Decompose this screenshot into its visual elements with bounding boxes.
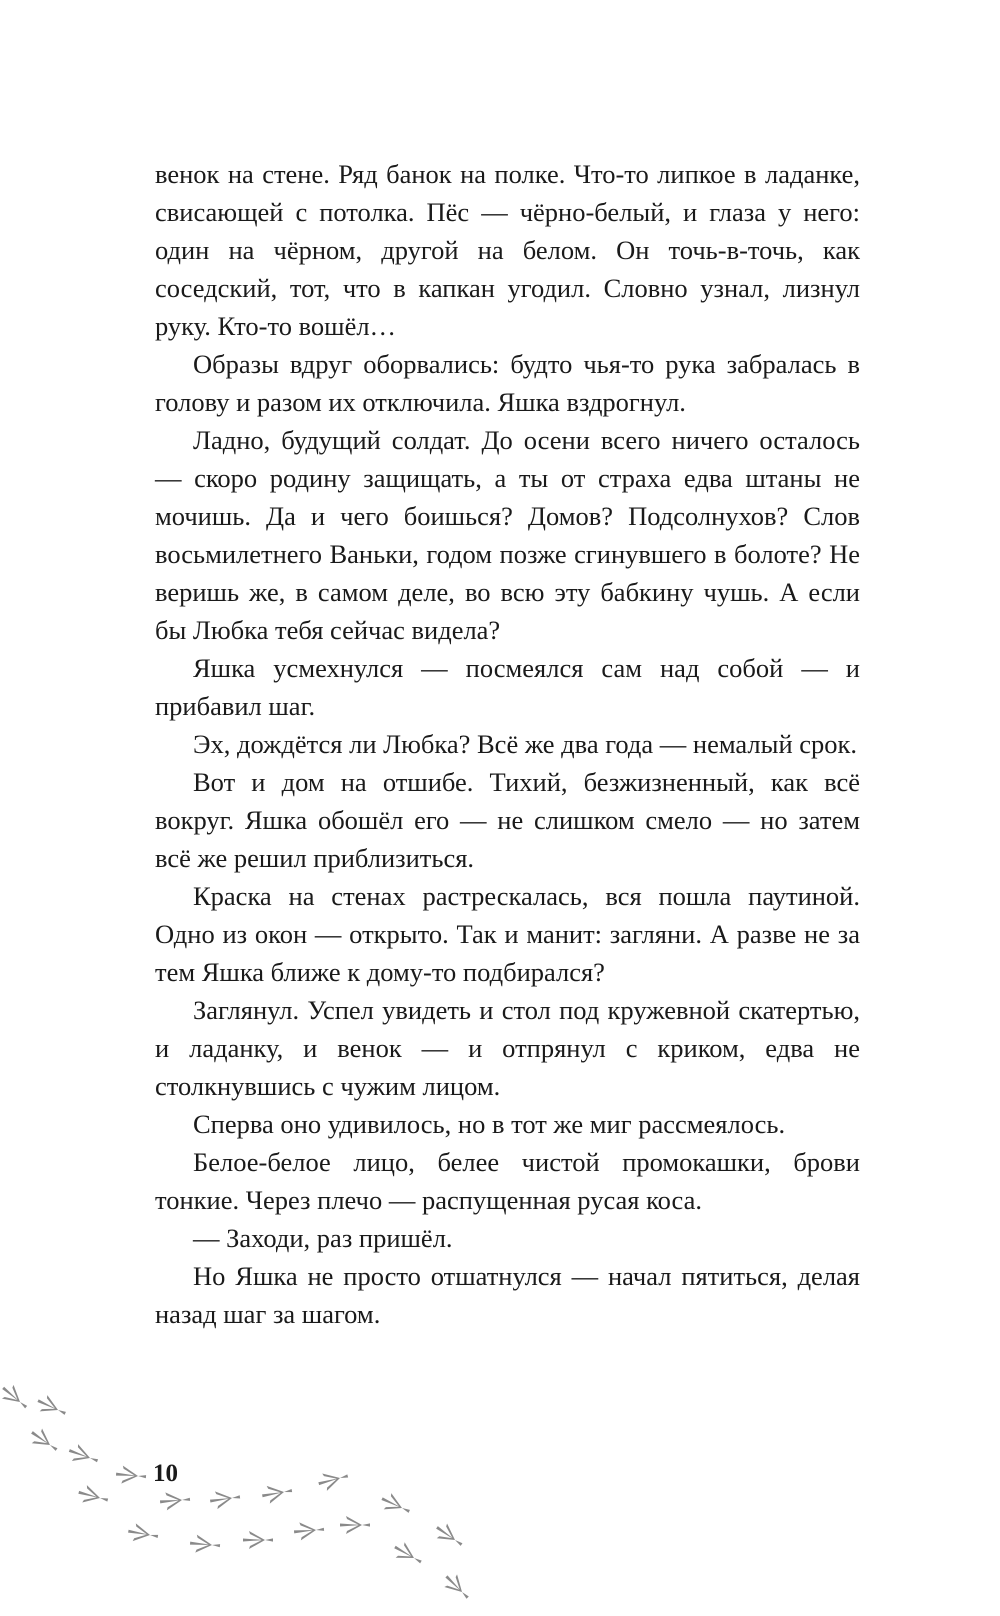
bird-tracks-icon xyxy=(0,1380,500,1616)
track-mark xyxy=(27,1425,62,1457)
track-mark xyxy=(189,1534,220,1555)
track-mark xyxy=(209,1488,241,1510)
track-mark xyxy=(261,1482,294,1505)
track-mark xyxy=(243,1531,273,1549)
paragraph: Но Яшка не просто отшатнулся — начал пятиться, делая назад шаг за шагом. xyxy=(155,1261,860,1329)
paragraph: Белое-белое лицо, белее чистой промокашки, брови тонкие. Через плечо — распущенная русая коса. xyxy=(155,1147,860,1215)
track-mark xyxy=(0,1381,32,1414)
paragraph: Образы вдруг оборвались: будто чья-то рука забралась в голову и разом их отключила. Яшка вздрогнул. xyxy=(155,349,860,417)
paragraph: Ладно, будущий солдат. До осени всего ничего осталось — скоро родину защищать, а ты от страха едва штаны не мочишь. Да и чего боишься? Домов? Подсолнухов? Слов восьмилетнего Ваньки, годом позже сгинувшего в болоте? Не веришь же, в самом деле, во всю эту бабкину чушь. А если бы Любка тебя сейчас видела? xyxy=(155,425,860,645)
track-mark xyxy=(440,1570,474,1604)
book-text xyxy=(155,155,860,1333)
track-mark xyxy=(432,1520,467,1552)
track-mark xyxy=(340,1516,370,1534)
paragraph: Яшка усмехнулся — посмеялся сам над собой — и прибавил шаг. xyxy=(155,653,860,721)
paragraph: венок на стене. Ряд банок на полке. Что-то липкое в ладанке, свисающей с потолка. Пёс — чёрно-белый, и глаза у него: один на чёрном, другой на белом. Он точь-в-точь, как соседский, тот, что в капкан угодил. Словно узнал, лизнул руку. Кто-то вошёл… xyxy=(155,159,860,341)
track-mark xyxy=(115,1465,146,1486)
track-mark xyxy=(127,1522,160,1545)
track-mark xyxy=(66,1442,100,1469)
track-mark xyxy=(378,1491,413,1520)
paragraph: Сперва оно удивилось, но в тот же миг рассмеялось. xyxy=(193,1109,786,1139)
paragraph: Эх, дождётся ли Любка? Всё же два года — немалый срок. xyxy=(193,729,858,759)
track-mark xyxy=(293,1520,324,1541)
track-mark xyxy=(390,1539,425,1570)
paragraph: Заглянул. Успел увидеть и стол под кружевной скатертью, и ладанку, и венок — и отпрянул с криком, едва не столкнувшись с чужим лицом. xyxy=(155,995,860,1101)
paragraph: — Заходи, раз пришёл. xyxy=(193,1223,453,1253)
paragraph: Вот и дом на отшибе. Тихий, безжизненный, как всё вокруг. Яшка обошёл его — не слишком смело — но затем всё же решил приблизиться. xyxy=(155,767,860,873)
paragraph: Краска на стенах растрескалась, вся пошла паутиной. Одно из окон — открыто. Так и манит: загляни. А разве не за тем Яшка ближе к дому-то подбирался? xyxy=(155,881,860,987)
track-mark xyxy=(159,1490,190,1511)
track-mark xyxy=(316,1467,350,1492)
track-mark xyxy=(76,1484,110,1509)
page-number: 10 xyxy=(153,1460,178,1487)
track-mark xyxy=(34,1393,69,1422)
